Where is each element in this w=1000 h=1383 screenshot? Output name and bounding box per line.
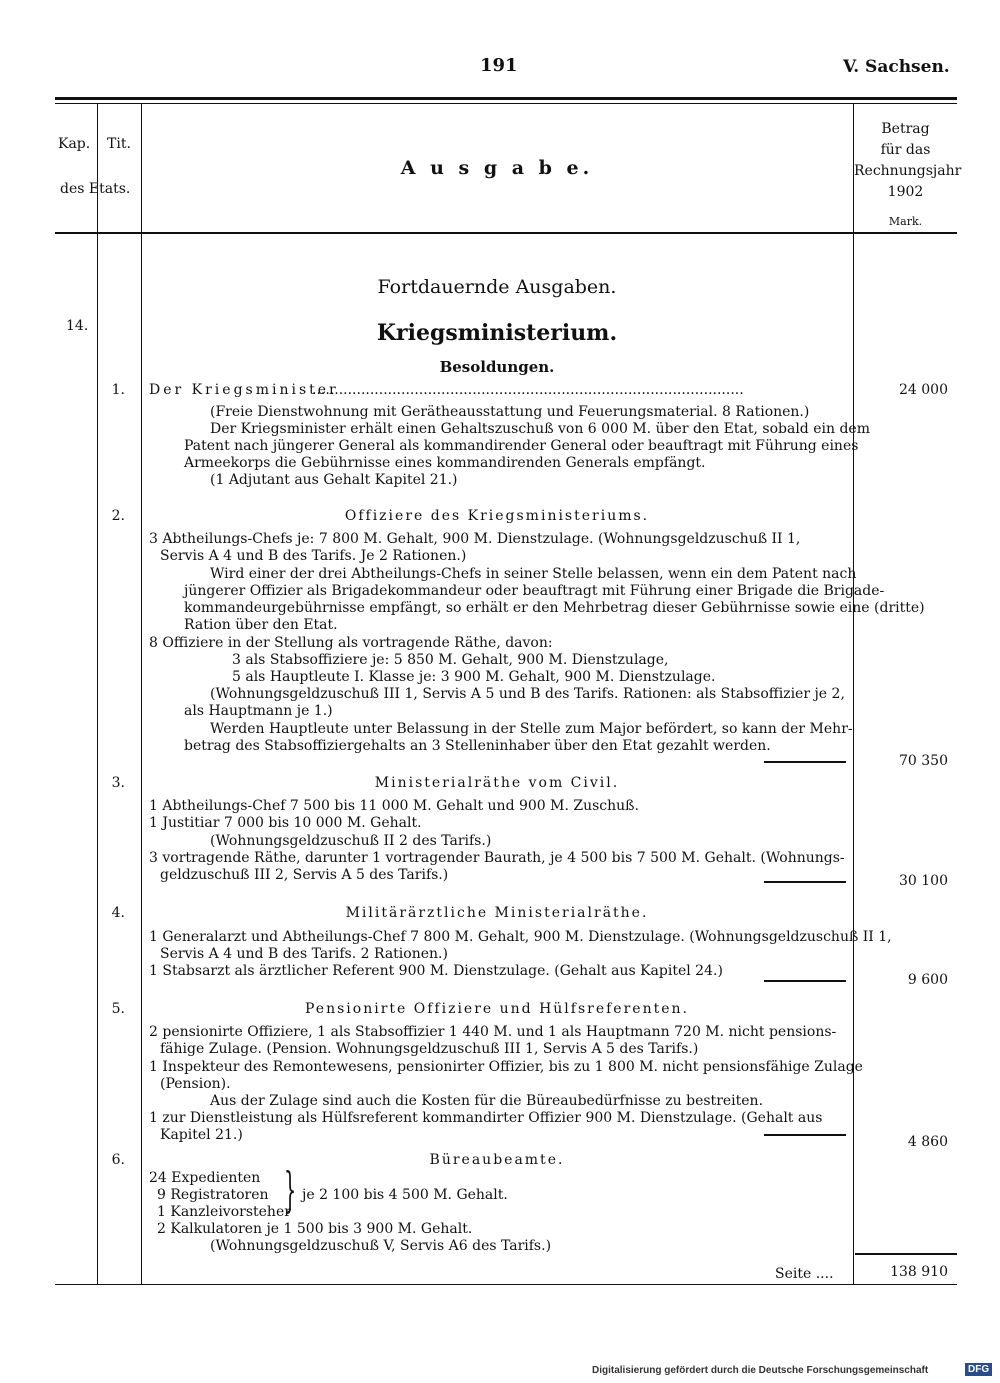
seite-total: 138 910	[890, 1264, 948, 1280]
titel-2-line: 3 Abtheilungs-Chefs je: 7 800 M. Gehalt, 900 M. Dienstzulage. (Wohnungsgeldzuschuß II 1,	[149, 531, 801, 547]
des-etats-header: des Etats.	[60, 181, 131, 197]
amount-titel-2: 70 350	[899, 753, 948, 769]
titel-number-6: 6.	[111, 1152, 125, 1168]
titel-6-line: 2 Kalkulatoren je 1 500 bis 3 900 M. Gehalt.	[157, 1221, 473, 1237]
page-number: 191	[480, 55, 518, 76]
titel-3-line: (Wohnungsgeldzuschuß II 2 des Tarifs.)	[210, 833, 492, 849]
amount-titel-4: 9 600	[907, 972, 948, 988]
titel-5-line: 1 Inspekteur des Remontewesens, pensionirter Offizier, bis zu 1 800 M. nicht pensionsfähige Zulage	[149, 1059, 863, 1075]
digitization-credit: Digitalisierung gefördert durch die Deutsche Forschungsgemeinschaft	[592, 1365, 929, 1376]
titel-6-line: (Wohnungsgeldzuschuß V, Servis A6 des Tarifs.)	[210, 1238, 552, 1254]
titel-5-line: 2 pensionirte Offiziere, 1 als Stabsoffizier 1 440 M. und 1 als Hauptmann 720 M. nicht pensions-	[149, 1024, 837, 1040]
titel-6-brace-item: 24 Expedienten	[149, 1170, 261, 1186]
titel-2-line: 3 als Stabsoffiziere je: 5 850 M. Gehalt, 900 M. Dienstzulage,	[232, 652, 669, 668]
titel-3-line: geldzuschuß III 2, Servis A 5 des Tarifs.)	[160, 867, 449, 883]
titel-1-line: Patent nach jüngerer General als kommandirender General oder beauftragt mit Führung eines	[184, 438, 859, 454]
dfg-logo: DFG	[965, 1363, 992, 1376]
header-bottom-rule	[55, 232, 957, 234]
titel-4-line: 1 Stabsarzt als ärztlicher Referent 900 M. Dienstzulage. (Gehalt aus Kapitel 24.)	[149, 963, 723, 979]
sum-rule	[764, 1134, 846, 1136]
sum-rule	[764, 881, 846, 883]
titel-1-line: (Freie Dienstwohnung mit Gerätheausstattung und Feuerungsmaterial. 8 Rationen.)	[210, 404, 810, 420]
top-rule-inner	[55, 103, 957, 104]
fortdauernde-heading: Fortdauernde Ausgaben.	[377, 276, 617, 298]
titel-5-line: Aus der Zulage sind auch die Kosten für die Büreaubedürfnisse zu bestreiten.	[210, 1093, 764, 1109]
kapitel-number: 14.	[66, 318, 89, 334]
titel-1-line: Armeekorps die Gebührnisse eines kommandirenden Generals empfängt.	[184, 455, 706, 471]
amount-titel-3: 30 100	[899, 873, 948, 889]
titel-number-3: 3.	[111, 775, 125, 791]
titel-5-line: Kapitel 21.)	[160, 1127, 243, 1143]
titel-6-title: Büreaubeamte.	[429, 1152, 565, 1168]
titel-6-brace-item: 1 Kanzleivorsteher	[157, 1204, 291, 1220]
ausgabe-title: A u s g a b e.	[400, 157, 594, 179]
betrag-line-4: 1902	[887, 184, 924, 200]
titel-3-line: 3 vortragende Räthe, darunter 1 vortragender Baurath, je 4 500 bis 7 500 M. Gehalt. (Wohnungs-	[149, 850, 845, 866]
titel-number-4: 4.	[111, 905, 125, 921]
titel-2-line: (Wohnungsgeldzuschuß III 1, Servis A 5 und B des Tarifs. Rationen: als Stabsoffizier je 2,	[210, 686, 845, 702]
titel-2-line: 5 als Hauptleute I. Klasse je: 3 900 M. Gehalt, 900 M. Dienstzulage.	[232, 669, 716, 685]
titel-5-line: (Pension).	[160, 1076, 231, 1092]
titel-number-2: 2.	[111, 508, 125, 524]
titel-4-line: Servis A 4 und B des Tarifs. 2 Rationen.)	[160, 946, 448, 962]
titel-6-brace-text: je 2 100 bis 4 500 M. Gehalt.	[302, 1187, 508, 1203]
titel-2-line: kommandeurgebührnisse empfängt, so erhält er den Mehrbetrag dieser Gebührnisse sowie eine (dritte)	[184, 600, 925, 616]
titel-2-line: Werden Hauptleute unter Belassung in der Stelle zum Major befördert, so kann der Mehr-	[210, 721, 853, 737]
kap-header: Kap.	[58, 136, 91, 152]
titel-3-title: Ministerialräthe vom Civil.	[374, 775, 620, 791]
titel-4-title: Militärärztliche Ministerialräthe.	[345, 905, 649, 921]
titel-2-line: Ration über den Etat.	[184, 617, 338, 633]
leader-dots: .................................................................................................	[312, 382, 744, 398]
amount-titel-1: 24 000	[899, 382, 948, 398]
titel-5-title: Pensionirte Offiziere und Hülfsreferenten.	[305, 1001, 689, 1017]
titel-5-line: 1 zur Dienstleistung als Hülfsreferent kommandirter Offizier 900 M. Dienstzulage. (Gehalt aus	[149, 1110, 823, 1126]
titel-3-line: 1 Justitiar 7 000 bis 10 000 M. Gehalt.	[149, 815, 422, 831]
unit-mark: Mark.	[888, 215, 923, 228]
titel-1-line: (1 Adjutant aus Gehalt Kapitel 21.)	[210, 472, 458, 488]
region-title: V. Sachsen.	[843, 57, 950, 77]
titel-2-line: Wird einer der drei Abtheilungs-Chefs in seiner Stelle belassen, wenn ein dem Patent nach	[210, 566, 857, 582]
besoldungen-heading: Besoldungen.	[439, 358, 555, 376]
titel-2-line: betrag des Stabsoffiziergehalts an 3 Stelleninhaber über den Etat gezahlt werden.	[184, 738, 771, 754]
betrag-line-3: Rechnungsjahr	[854, 163, 962, 179]
titel-2-line: jüngerer Offizier als Brigadekommandeur oder beauftragt mit Führung einer Brigade die Brigade-	[184, 583, 885, 599]
titel-1-title: Der Kriegsminister	[149, 382, 339, 398]
col-divider-kap-tit	[97, 104, 98, 1284]
seite-label: Seite ....	[775, 1266, 834, 1282]
tit-header: Tit.	[107, 136, 131, 152]
titel-3-line: 1 Abtheilungs-Chef 7 500 bis 11 000 M. Gehalt und 900 M. Zuschuß.	[149, 798, 639, 814]
sum-rule	[764, 980, 846, 982]
titel-6-brace-item: 9 Registratoren	[157, 1187, 269, 1203]
betrag-line-2: für das	[880, 142, 931, 158]
bottom-rule	[55, 1284, 957, 1285]
titel-1-line: Der Kriegsminister erhält einen Gehaltszuschuß von 6 000 M. über den Etat, sobald ein dem	[210, 421, 870, 437]
betrag-line-1: Betrag	[881, 121, 930, 137]
titel-2-title: Offiziere des Kriegsministeriums.	[344, 508, 650, 524]
titel-number-1: 1.	[111, 382, 125, 398]
titel-4-line: 1 Generalarzt und Abtheilungs-Chef 7 800 M. Gehalt, 900 M. Dienstzulage. (Wohnungsgeldzuschuß II 1,	[149, 929, 892, 945]
curly-brace-icon: }	[284, 1162, 297, 1218]
top-double-rule	[55, 97, 957, 100]
titel-number-5: 5.	[111, 1001, 125, 1017]
sum-rule	[764, 761, 846, 763]
amount-titel-5: 4 860	[907, 1134, 948, 1150]
titel-2-line: 8 Offiziere in der Stellung als vortragende Räthe, davon:	[149, 635, 553, 651]
col-divider-text-amount	[853, 104, 854, 1284]
titel-2-line: Servis A 4 und B des Tarifs. Je 2 Rationen.)	[160, 548, 467, 564]
titel-5-line: fähige Zulage. (Pension. Wohnungsgeldzuschuß III 1, Servis A 5 des Tarifs.)	[160, 1041, 699, 1057]
total-rule	[855, 1253, 957, 1255]
ministerium-heading: Kriegsministerium.	[376, 320, 618, 346]
titel-2-line: als Hauptmann je 1.)	[184, 703, 333, 719]
